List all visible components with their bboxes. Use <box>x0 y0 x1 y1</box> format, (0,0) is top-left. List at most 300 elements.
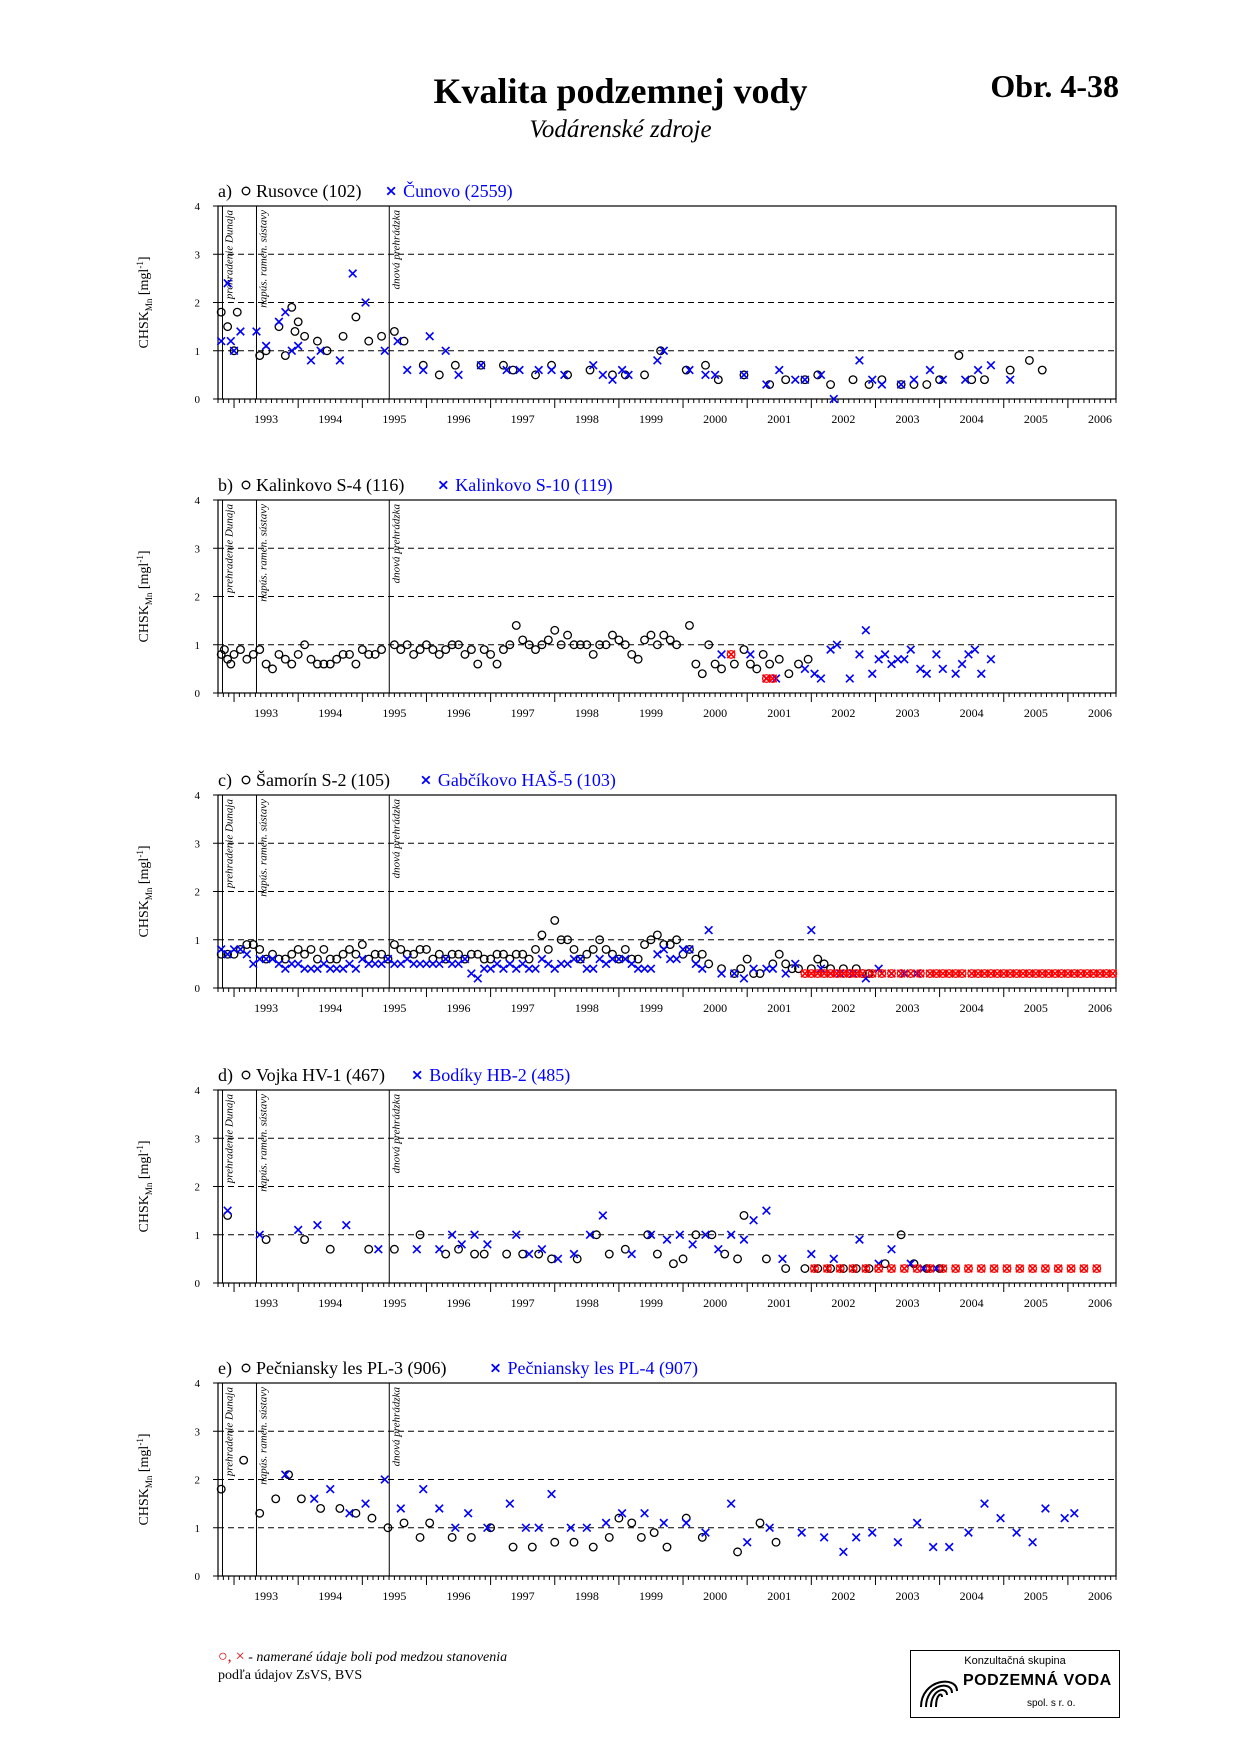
event-label: napús. ramen. sústavy <box>257 1094 270 1192</box>
x-tick-label: 2002 <box>831 412 856 426</box>
data-point <box>413 1245 421 1253</box>
x-tick-label: 2006 <box>1087 1001 1112 1015</box>
data-point <box>958 660 966 668</box>
legend-series-a: Vojka HV-1 (467) <box>256 1065 385 1085</box>
data-point-below-limit <box>727 651 735 659</box>
legend-cross-icon <box>413 1071 421 1079</box>
data-point <box>875 655 883 663</box>
series-3 <box>801 970 1116 978</box>
data-point <box>878 381 886 389</box>
y-axis-label-sub: Mn <box>144 298 154 312</box>
data-point <box>881 651 889 659</box>
footnote-text: - namerané údaje boli pod medzou stanovenia <box>244 1650 508 1665</box>
data-point <box>320 960 328 968</box>
logo-line2: PODZEMNÁ VODA <box>963 1672 1112 1689</box>
x-tick-label: 1994 <box>318 412 343 426</box>
data-point <box>500 965 508 973</box>
data-point <box>731 660 739 668</box>
data-point <box>660 946 668 954</box>
data-point <box>384 955 392 963</box>
x-tick-label: 1995 <box>382 1296 407 1310</box>
data-point <box>282 352 290 360</box>
data-point <box>759 651 767 659</box>
data-point <box>650 1529 658 1537</box>
data-point <box>849 376 857 384</box>
event-label: prehradenie Dunaja <box>223 1094 236 1184</box>
x-tick-label: 2001 <box>767 1001 792 1015</box>
x-tick-label: 1996 <box>446 1296 471 1310</box>
data-point <box>702 371 710 379</box>
x-tick-label: 1996 <box>446 706 471 720</box>
y-axis-label-close: ] <box>137 1433 152 1439</box>
legend-series-b: Čunovo (2559) <box>403 181 513 201</box>
data-point <box>971 646 979 654</box>
y-axis-label-close: ] <box>137 256 152 262</box>
data-point <box>301 1236 309 1244</box>
data-point <box>753 665 761 673</box>
x-tick-label: 1995 <box>382 706 407 720</box>
data-point <box>493 960 501 968</box>
chart-panel-1 <box>135 180 1116 426</box>
data-point <box>663 1543 671 1551</box>
data-point <box>506 960 514 968</box>
data-point <box>801 665 809 673</box>
data-point <box>551 917 559 925</box>
x-tick-label: 2006 <box>1087 412 1112 426</box>
data-point <box>416 1534 424 1542</box>
panel-letter: d) <box>218 1065 233 1085</box>
data-point <box>698 950 706 958</box>
data-point <box>301 332 309 340</box>
x-tick-label: 2001 <box>767 706 792 720</box>
data-point <box>933 651 941 659</box>
data-point <box>808 926 816 934</box>
data-point <box>529 1543 537 1551</box>
data-point <box>868 1529 876 1537</box>
x-tick-label: 2004 <box>959 1001 984 1015</box>
x-tick-label: 2006 <box>1087 1589 1112 1603</box>
data-point <box>468 970 476 978</box>
page-title: Kvalita podzemnej vody <box>433 71 808 111</box>
data-point <box>945 1543 953 1551</box>
data-point <box>240 1456 248 1464</box>
data-point <box>923 670 931 678</box>
data-point <box>894 1538 902 1546</box>
data-point <box>272 1495 280 1503</box>
y-axis-label-sup: -1 <box>135 555 145 563</box>
x-tick-label: 2006 <box>1087 1296 1112 1310</box>
legend-cross-icon <box>492 1364 500 1372</box>
x-tick-label: 2005 <box>1023 1589 1048 1603</box>
data-point <box>435 1505 443 1513</box>
data-point <box>1013 1529 1021 1537</box>
data-point <box>538 955 546 963</box>
data-point <box>817 675 825 683</box>
legend-series-a: Šamorín S-2 (105) <box>256 770 390 790</box>
data-point <box>795 660 803 668</box>
x-tick-label: 1994 <box>318 1296 343 1310</box>
data-point <box>262 342 270 350</box>
data-point <box>1038 366 1046 374</box>
data-point <box>978 670 986 678</box>
data-point <box>718 651 726 659</box>
data-point <box>320 946 328 954</box>
x-tick-label: 2000 <box>703 1296 728 1310</box>
data-point <box>1071 1509 1079 1517</box>
data-point <box>294 960 302 968</box>
data-point <box>551 626 559 634</box>
data-point <box>917 665 925 673</box>
y-axis-label <box>135 846 154 938</box>
data-point <box>249 960 257 968</box>
y-axis-label-sub: Mn <box>144 887 154 901</box>
legend-series-b: Pečniansky les PL-4 (907) <box>507 1358 698 1378</box>
y-tick-label: 0 <box>194 394 200 406</box>
data-point <box>397 1505 405 1513</box>
data-point <box>352 313 360 321</box>
data-point <box>647 631 655 639</box>
data-point <box>965 651 973 659</box>
x-tick-label: 1995 <box>382 1589 407 1603</box>
panel-letter: a) <box>218 181 232 201</box>
data-point <box>506 1500 514 1508</box>
x-tick-label: 1997 <box>510 1296 535 1310</box>
data-point <box>532 946 540 954</box>
data-point <box>468 646 476 654</box>
legend-series-b: Kalinkovo S-10 (119) <box>455 475 613 495</box>
data-point-below-limit <box>888 970 896 978</box>
event-label: napús. ramen. sústavy <box>257 504 270 602</box>
legend-cross-icon <box>440 481 448 489</box>
data-point <box>487 651 495 659</box>
data-point <box>987 655 995 663</box>
data-point <box>769 965 777 973</box>
x-tick-label: 2003 <box>895 1001 920 1015</box>
x-tick-label: 2002 <box>831 1001 856 1015</box>
data-point <box>1006 366 1014 374</box>
data-point-below-limit <box>1003 1265 1011 1273</box>
data-point-below-limit <box>990 1265 998 1273</box>
data-point <box>1026 357 1034 365</box>
legend-circle-icon <box>242 187 250 195</box>
data-point <box>692 960 700 968</box>
data-point <box>548 1490 556 1498</box>
chart-panel-3 <box>135 769 1117 1015</box>
data-point <box>670 1260 678 1268</box>
data-point <box>827 646 835 654</box>
data-point <box>740 1236 748 1244</box>
y-axis-label-unit: [mgl <box>137 1152 152 1183</box>
data-point-below-limit <box>1093 1265 1101 1273</box>
series-1 <box>217 304 1046 389</box>
data-point <box>846 675 854 683</box>
data-point <box>480 1250 488 1258</box>
data-point <box>840 1548 848 1556</box>
data-point-below-limit <box>901 1265 909 1273</box>
x-tick-label: 1999 <box>638 1589 663 1603</box>
y-tick-label: 4 <box>194 495 200 507</box>
data-point <box>654 357 662 365</box>
y-axis-label-main: CHSK <box>137 1488 152 1526</box>
data-point <box>512 965 520 973</box>
legend-series-b: Gabčíkovo HAŠ-5 (103) <box>437 770 616 790</box>
x-tick-label: 2000 <box>703 412 728 426</box>
data-point <box>294 318 302 326</box>
data-point <box>435 960 443 968</box>
data-point <box>532 965 540 973</box>
y-axis-label-sub: Mn <box>144 1475 154 1489</box>
data-point <box>734 1548 742 1556</box>
data-point <box>907 646 915 654</box>
x-tick-label: 1998 <box>574 1001 599 1015</box>
logo-line1: Konzultačná skupina <box>964 1655 1066 1667</box>
data-point <box>493 660 501 668</box>
x-tick-label: 2001 <box>767 1296 792 1310</box>
data-point <box>638 1534 646 1542</box>
y-tick-label: 4 <box>194 1378 200 1390</box>
data-point <box>589 946 597 954</box>
data-point <box>365 337 373 345</box>
data-point <box>782 1265 790 1273</box>
x-tick-label: 1996 <box>446 1589 471 1603</box>
event-label: prehradenie Dunaja <box>223 504 236 594</box>
legend-circle-icon <box>242 1071 250 1079</box>
y-axis-label <box>135 1141 154 1233</box>
data-point <box>448 1534 456 1542</box>
data-point <box>400 1519 408 1527</box>
x-tick-label: 2004 <box>959 1589 984 1603</box>
data-point <box>628 960 636 968</box>
y-axis-label-unit: [mgl <box>137 857 152 888</box>
x-tick-label: 2004 <box>959 706 984 720</box>
data-point <box>679 1255 687 1263</box>
data-point <box>314 955 322 963</box>
x-tick-label: 2006 <box>1087 706 1112 720</box>
data-point <box>888 1245 896 1253</box>
data-point <box>237 328 245 336</box>
data-point <box>974 366 982 374</box>
x-tick-label: 1994 <box>318 1589 343 1603</box>
series-1 <box>217 1456 779 1555</box>
data-point <box>663 1236 671 1244</box>
data-point-below-limit <box>952 1265 960 1273</box>
x-tick-label: 1999 <box>638 1296 663 1310</box>
data-point <box>391 1245 399 1253</box>
data-point <box>910 376 918 384</box>
data-point <box>981 1500 989 1508</box>
data-point <box>756 1519 764 1527</box>
data-point <box>897 381 905 389</box>
data-point <box>939 665 947 673</box>
y-tick-label: 3 <box>194 543 200 556</box>
data-point <box>461 955 469 963</box>
data-point <box>275 960 283 968</box>
y-tick-label: 1 <box>194 345 200 358</box>
x-tick-label: 2005 <box>1023 412 1048 426</box>
x-tick-label: 1993 <box>254 706 279 720</box>
panel-letter: b) <box>218 475 233 495</box>
data-point <box>291 328 299 336</box>
data-point <box>346 960 354 968</box>
data-point <box>282 308 290 316</box>
y-tick-label: 2 <box>194 1181 200 1194</box>
data-point <box>525 955 533 963</box>
data-point <box>862 626 870 634</box>
logo-mark-icon <box>917 1669 961 1713</box>
x-tick-label: 1997 <box>510 1589 535 1603</box>
data-point <box>804 655 812 663</box>
data-point <box>763 1255 771 1263</box>
y-tick-label: 3 <box>194 249 200 262</box>
data-point <box>686 946 694 954</box>
y-tick-label: 0 <box>194 983 200 995</box>
data-point <box>952 670 960 678</box>
data-point <box>326 1245 334 1253</box>
data-point <box>682 1519 690 1527</box>
data-point-below-limit <box>1067 1265 1075 1273</box>
data-point-below-limit <box>907 970 915 978</box>
data-point <box>256 1509 264 1517</box>
event-label: prehradenie Dunaja <box>223 799 236 889</box>
data-point <box>782 376 790 384</box>
data-point <box>269 665 277 673</box>
data-point <box>763 1207 771 1215</box>
x-tick-label: 1999 <box>638 1001 663 1015</box>
data-point <box>673 955 681 963</box>
data-point <box>564 631 572 639</box>
data-point <box>987 361 995 369</box>
event-label: dnová prehrádzka <box>390 799 403 879</box>
event-label: napús. ramen. sústavy <box>257 210 270 308</box>
legend-cross-icon <box>422 776 430 784</box>
x-tick-label: 1998 <box>574 706 599 720</box>
x-tick-label: 1995 <box>382 412 407 426</box>
data-point <box>602 960 610 968</box>
data-point <box>660 1519 668 1527</box>
data-point <box>378 646 386 654</box>
x-tick-label: 2002 <box>831 1296 856 1310</box>
data-point <box>997 1514 1005 1522</box>
y-axis-label-sup: -1 <box>135 1145 145 1153</box>
series-1 <box>217 622 812 678</box>
y-tick-label: 1 <box>194 639 200 652</box>
data-point <box>827 381 835 389</box>
y-tick-label: 2 <box>194 591 200 604</box>
data-point <box>750 1216 758 1224</box>
data-point <box>455 960 463 968</box>
data-point <box>275 318 283 326</box>
panel-letter: e) <box>218 1358 232 1378</box>
data-point <box>288 304 296 312</box>
data-point <box>352 965 360 973</box>
data-point <box>464 1509 472 1517</box>
legend-cross-icon <box>387 187 395 195</box>
data-point <box>698 965 706 973</box>
data-point <box>705 960 713 968</box>
data-point <box>307 357 315 365</box>
legend-series-b: Bodíky HB-2 (485) <box>429 1065 571 1085</box>
x-tick-label: 1999 <box>638 706 663 720</box>
x-tick-label: 1998 <box>574 1296 599 1310</box>
company-logo <box>910 1650 1120 1718</box>
x-tick-label: 2003 <box>895 1589 920 1603</box>
data-point <box>955 352 963 360</box>
y-tick-label: 3 <box>194 838 200 851</box>
data-point <box>352 950 360 958</box>
panel-letter: c) <box>218 770 232 790</box>
data-point <box>577 955 585 963</box>
data-point <box>692 660 700 668</box>
data-point <box>474 660 482 668</box>
data-point <box>314 965 322 973</box>
y-tick-label: 2 <box>194 886 200 899</box>
data-point <box>647 965 655 973</box>
data-point <box>227 337 235 345</box>
data-point <box>519 960 527 968</box>
data-point-below-limit <box>1054 1265 1062 1273</box>
data-point <box>397 960 405 968</box>
x-tick-label: 2000 <box>703 1589 728 1603</box>
footnote-below-limit <box>218 1648 507 1666</box>
data-point <box>339 332 347 340</box>
x-tick-label: 1997 <box>510 1001 535 1015</box>
y-tick-label: 0 <box>194 1278 200 1290</box>
event-label: napús. ramen. sústavy <box>257 1387 270 1485</box>
data-point <box>602 1519 610 1527</box>
data-point <box>605 1250 613 1258</box>
data-point <box>718 665 726 673</box>
data-point <box>775 950 783 958</box>
data-point <box>599 371 607 379</box>
logo-line3: spol. s r. o. <box>1027 1698 1076 1709</box>
data-point <box>801 1265 809 1273</box>
data-point <box>654 1250 662 1258</box>
data-point <box>740 646 748 654</box>
data-point <box>772 1538 780 1546</box>
data-point <box>808 1250 816 1258</box>
data-point <box>596 955 604 963</box>
series-2 <box>217 270 1014 403</box>
y-axis-label-sup: -1 <box>135 261 145 269</box>
x-tick-label: 1998 <box>574 412 599 426</box>
event-label: dnová prehrádzka <box>390 1094 403 1174</box>
data-point <box>548 366 556 374</box>
y-axis-label <box>135 1434 154 1526</box>
event-label: dnová prehrádzka <box>390 1387 403 1467</box>
data-point <box>923 381 931 389</box>
data-point <box>888 660 896 668</box>
event-label: prehradenie Dunaja <box>223 209 236 300</box>
data-point <box>926 366 934 374</box>
data-point <box>1061 1514 1069 1522</box>
x-tick-label: 1993 <box>254 1001 279 1015</box>
data-point-below-limit <box>875 1265 883 1273</box>
y-tick-label: 4 <box>194 201 200 213</box>
data-point <box>224 1207 232 1215</box>
data-point <box>317 1505 325 1513</box>
data-point <box>368 1514 376 1522</box>
data-point <box>378 960 386 968</box>
data-point <box>403 366 411 374</box>
x-tick-label: 2000 <box>703 706 728 720</box>
x-tick-label: 1994 <box>318 706 343 720</box>
y-axis-label-sub: Mn <box>144 1182 154 1196</box>
data-point <box>294 342 302 350</box>
event-label: prehradenie Dunaja <box>223 1387 236 1477</box>
data-point <box>791 376 799 384</box>
data-point <box>455 371 463 379</box>
x-tick-label: 1997 <box>510 412 535 426</box>
